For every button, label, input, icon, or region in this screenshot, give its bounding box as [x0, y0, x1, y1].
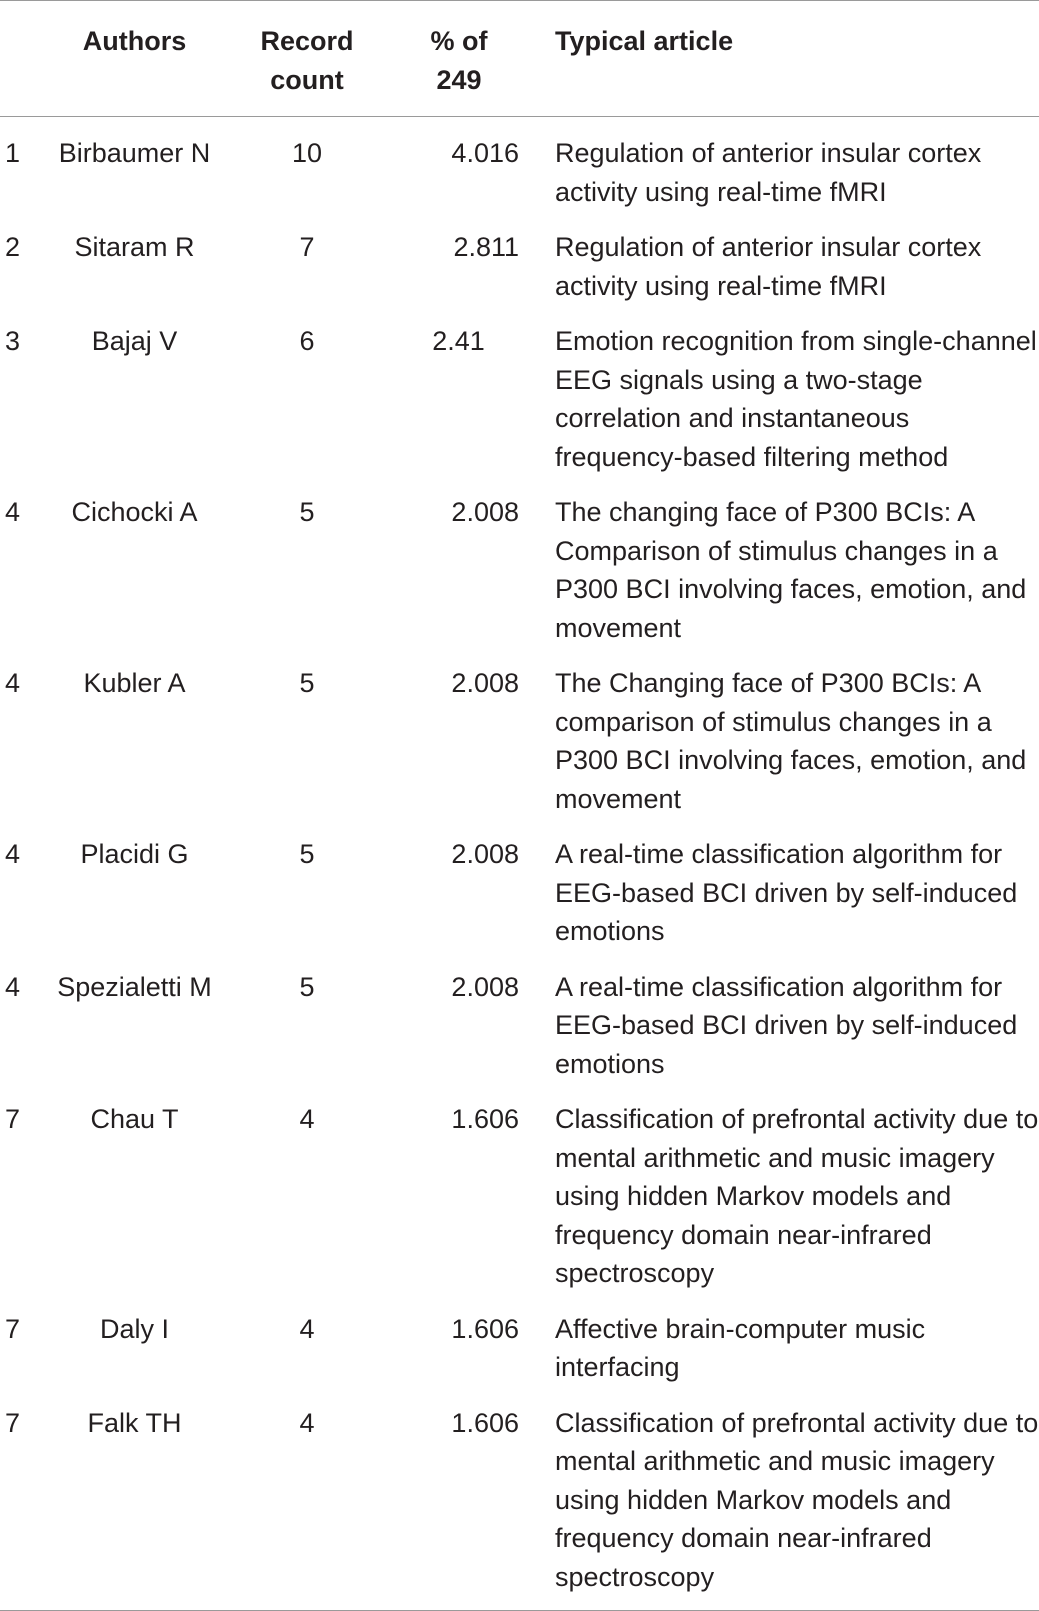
header-typical-article: Typical article	[521, 1, 1039, 117]
row-typical-article: Emotion recognition from single-channel EEG signals using a two-stage correlation and instantaneous frequency-based filtering method	[555, 326, 1037, 472]
row-percent: 4.016	[451, 138, 519, 168]
row-author: Daly I	[99, 1313, 170, 1344]
row-typical-article: A real-time classification algorithm for EEG-based BCI driven by self-induced emotions	[555, 839, 1018, 946]
row-percent: 1.606	[451, 1313, 519, 1344]
row-typical-article: Classification of prefrontal activity due to mental arithmetic and music imagery using hidden Markov models and frequency domain near-infrared spectroscopy	[555, 1104, 1039, 1288]
row-record-count: 5	[299, 497, 315, 527]
row-typical-article: Classification of prefrontal activity due to mental arithmetic and music imagery using hidden Markov models and frequency domain near-infrared spectroscopy	[521, 1387, 1039, 1611]
table-row	[0, 476, 1039, 647]
row-percent: 1.606	[397, 1387, 521, 1611]
row-percent: 2.008	[451, 971, 519, 1002]
table-row	[0, 951, 1039, 1084]
header-record-count-label: Record count	[260, 26, 354, 95]
row-typical-article: Regulation of anterior insular cortex activity using real-time fMRI	[555, 232, 982, 301]
row-record-count: 4	[299, 1104, 315, 1134]
row-record-count: 4	[217, 1387, 397, 1611]
row-record-count: 10	[291, 138, 323, 168]
header-percent-label: % of 249	[430, 26, 488, 95]
row-author: Sitaram R	[74, 232, 195, 262]
header-authors: Authors	[52, 1, 217, 117]
row-percent: 1.606	[451, 1104, 519, 1134]
row-author: Bajaj V	[91, 326, 178, 356]
row-author: Spezialetti M	[57, 971, 212, 1002]
row-rank: 4	[5, 497, 21, 527]
row-author: Kubler A	[83, 668, 186, 698]
table-row	[0, 117, 1039, 212]
row-author: Birbaumer N	[58, 138, 211, 168]
row-percent: 2.41	[432, 326, 485, 356]
row-percent: 2.008	[451, 839, 519, 869]
row-rank: 1	[5, 138, 21, 168]
row-author: Falk TH	[52, 1387, 217, 1611]
table-row	[0, 1083, 1039, 1293]
row-typical-article: Regulation of anterior insular cortex activity using real-time fMRI	[555, 138, 982, 207]
row-percent: 2.811	[453, 232, 519, 262]
row-rank: 7	[0, 1387, 52, 1611]
header-rank	[0, 1, 52, 117]
table-row	[0, 647, 1039, 818]
row-author: Cichocki A	[71, 497, 198, 527]
row-typical-article: A real-time classification algorithm for EEG-based BCI driven by self-induced emotions	[555, 971, 1018, 1079]
table-row	[0, 818, 1039, 951]
table-row	[0, 305, 1039, 476]
row-rank: 7	[5, 1313, 21, 1344]
table-row	[0, 1387, 1039, 1611]
row-rank: 4	[5, 971, 21, 1002]
row-rank: 3	[5, 326, 21, 356]
row-percent: 2.008	[451, 668, 519, 698]
table-row	[0, 1293, 1039, 1387]
row-rank: 2	[5, 232, 21, 262]
table-row	[0, 211, 1039, 305]
row-typical-article: Affective brain-computer music interfacing	[555, 1313, 926, 1382]
row-record-count: 6	[299, 326, 315, 356]
row-typical-article: The changing face of P300 BCIs: A Comparison of stimulus changes in a P300 BCI involving faces, emotion, and movement	[555, 497, 1027, 643]
table-header	[0, 1, 1039, 117]
row-record-count: 5	[299, 668, 315, 698]
header-row	[0, 1, 1039, 117]
row-record-count: 5	[299, 971, 315, 1002]
row-record-count: 5	[299, 839, 315, 869]
row-author: Chau T	[90, 1104, 179, 1134]
row-author: Placidi G	[80, 839, 189, 869]
header-record-count	[217, 1, 397, 117]
row-percent: 2.008	[451, 497, 519, 527]
row-typical-article: The Changing face of P300 BCIs: A comparison of stimulus changes in a P300 BCI involving faces, emotion, and movement	[555, 668, 1027, 814]
row-rank: 4	[5, 839, 21, 869]
row-record-count: 4	[299, 1313, 315, 1344]
header-percent	[397, 1, 521, 117]
row-rank: 7	[5, 1104, 21, 1134]
table-body	[0, 117, 1039, 1611]
row-record-count: 7	[299, 232, 315, 262]
row-rank: 4	[5, 668, 21, 698]
